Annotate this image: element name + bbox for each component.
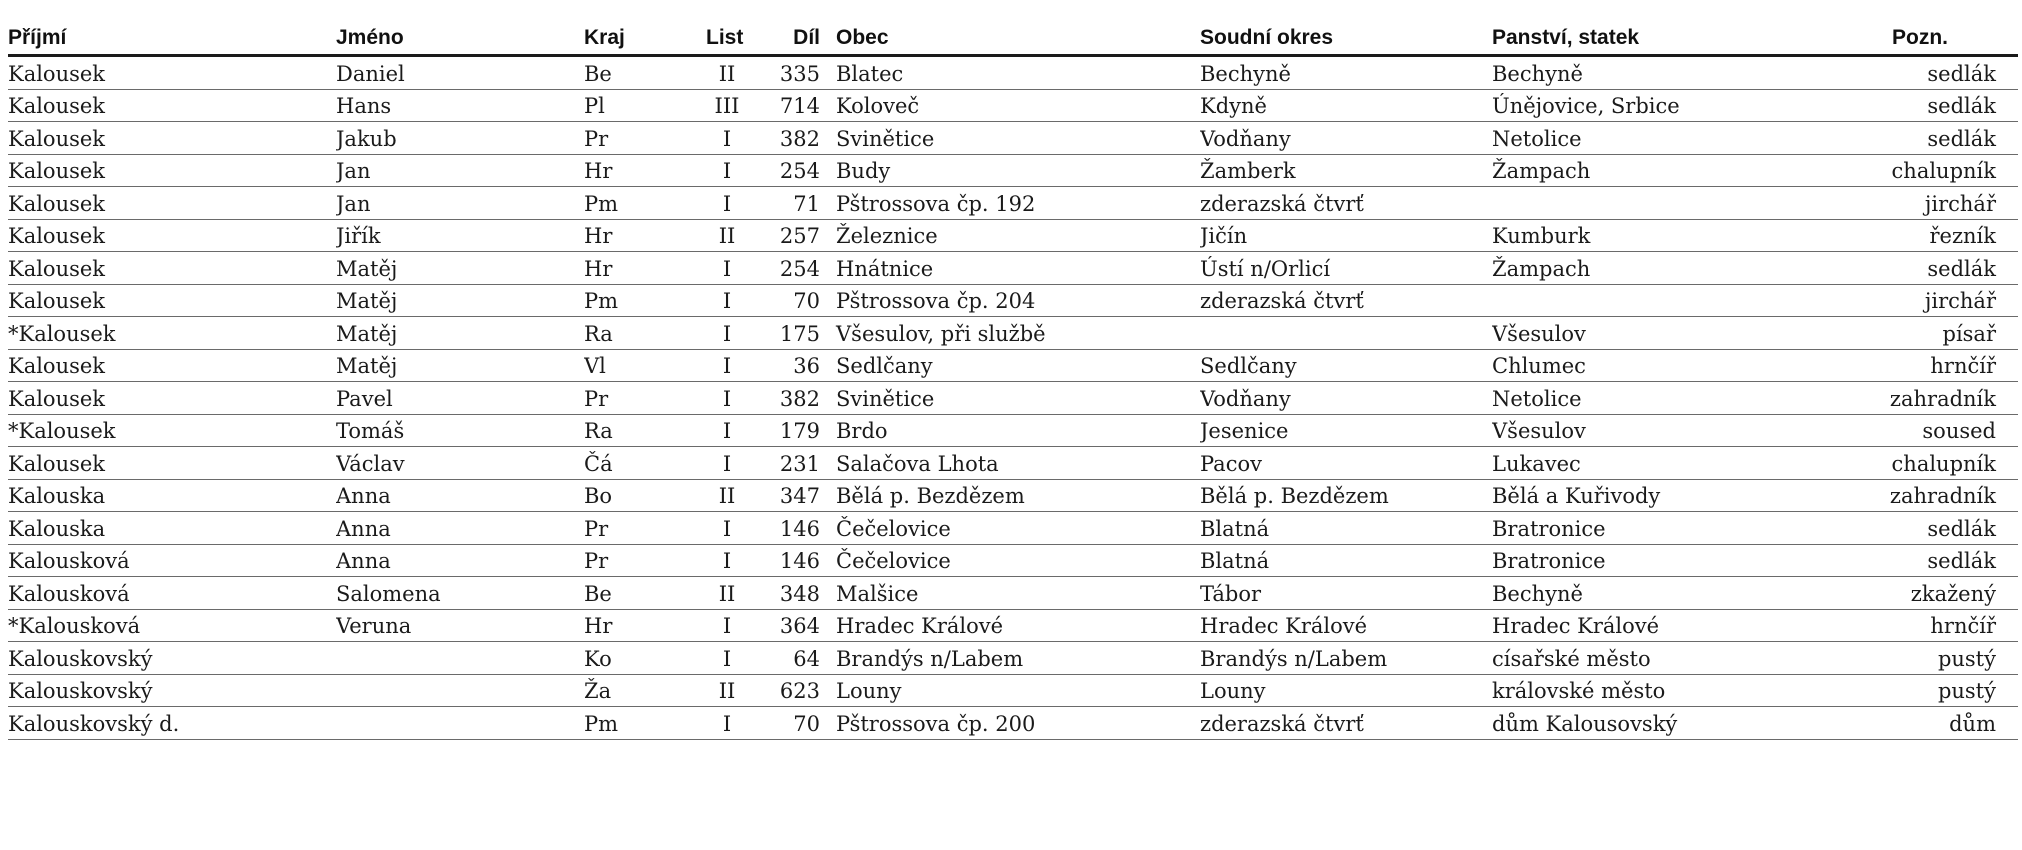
- cell-region: Pr: [584, 512, 692, 545]
- cell-region: Hr: [584, 252, 692, 285]
- cell-estate: Bratronice: [1492, 544, 1842, 577]
- cell-place: Hnátnice: [826, 252, 1200, 285]
- cell-surname: Kalousek: [8, 89, 336, 122]
- cell-place: Blatec: [826, 56, 1200, 90]
- cell-surname: Kalousek: [8, 219, 336, 252]
- cell-note: sedlák: [1842, 544, 2018, 577]
- cell-region: Ko: [584, 642, 692, 675]
- cell-district: Jičín: [1200, 219, 1492, 252]
- cell-list: II: [692, 479, 762, 512]
- cell-district: Bechyně: [1200, 56, 1492, 90]
- cell-part: 254: [762, 154, 826, 187]
- header-region: Kraj: [584, 26, 625, 49]
- cell-note: soused: [1842, 414, 2018, 447]
- cell-name: Václav: [336, 447, 584, 480]
- cell-district: Hradec Králové: [1200, 609, 1492, 642]
- cell-place: Pštrossova čp. 204: [826, 284, 1200, 317]
- table-body: [8, 56, 2018, 740]
- cell-note: dům: [1842, 707, 2018, 740]
- cell-name: Jan: [336, 187, 584, 220]
- cell-name: Matěj: [336, 349, 584, 382]
- cell-region: Ža: [584, 674, 692, 707]
- table-row: [8, 642, 2018, 675]
- cell-note: sedlák: [1842, 89, 2018, 122]
- cell-part: 64: [762, 642, 826, 675]
- cell-district: Louny: [1200, 674, 1492, 707]
- cell-surname: Kalousek: [8, 284, 336, 317]
- cell-district: Tábor: [1200, 577, 1492, 610]
- cell-district: zderazská čtvrť: [1200, 187, 1492, 220]
- table-row: [8, 512, 2018, 545]
- cell-part: 257: [762, 219, 826, 252]
- cell-region: Pm: [584, 284, 692, 317]
- cell-list: II: [692, 674, 762, 707]
- cell-part: 231: [762, 447, 826, 480]
- cell-name: Jiřík: [336, 219, 584, 252]
- cell-note: sedlák: [1842, 122, 2018, 155]
- cell-name: Salomena: [336, 577, 584, 610]
- cell-district: Blatná: [1200, 512, 1492, 545]
- cell-name: [336, 707, 584, 740]
- cell-district: Žamberk: [1200, 154, 1492, 187]
- cell-place: Všesulov, při službě: [826, 317, 1200, 350]
- cell-note: pustý: [1842, 642, 2018, 675]
- cell-region: Ra: [584, 414, 692, 447]
- cell-part: 36: [762, 349, 826, 382]
- cell-list: I: [692, 349, 762, 382]
- cell-estate: Žampach: [1492, 252, 1842, 285]
- cell-place: Louny: [826, 674, 1200, 707]
- cell-part: 70: [762, 707, 826, 740]
- header-district: Soudní okres: [1200, 26, 1334, 49]
- cell-name: Jakub: [336, 122, 584, 155]
- cell-estate: Bechyně: [1492, 577, 1842, 610]
- cell-part: 382: [762, 122, 826, 155]
- cell-estate: Hradec Králové: [1492, 609, 1842, 642]
- cell-region: Pm: [584, 187, 692, 220]
- cell-district: Kdyně: [1200, 89, 1492, 122]
- cell-region: Pm: [584, 707, 692, 740]
- table-row: [8, 707, 2018, 740]
- cell-list: II: [692, 577, 762, 610]
- cell-estate: Lukavec: [1492, 447, 1842, 480]
- cell-list: I: [692, 642, 762, 675]
- cell-district: Pacov: [1200, 447, 1492, 480]
- cell-place: Budy: [826, 154, 1200, 187]
- cell-name: Anna: [336, 512, 584, 545]
- cell-name: Matěj: [336, 317, 584, 350]
- cell-district: zderazská čtvrť: [1200, 707, 1492, 740]
- table-row: [8, 544, 2018, 577]
- header-surname: Příjmí: [8, 26, 67, 49]
- cell-list: I: [692, 382, 762, 415]
- cell-part: 70: [762, 284, 826, 317]
- table-row: [8, 284, 2018, 317]
- cell-estate: Kumburk: [1492, 219, 1842, 252]
- cell-name: [336, 642, 584, 675]
- cell-place: Čečelovice: [826, 512, 1200, 545]
- header-list: List: [706, 26, 744, 49]
- cell-list: I: [692, 317, 762, 350]
- cell-surname: Kalousek: [8, 154, 336, 187]
- cell-list: II: [692, 56, 762, 90]
- cell-estate: Všesulov: [1492, 317, 1842, 350]
- cell-place: Salačova Lhota: [826, 447, 1200, 480]
- cell-name: Matěj: [336, 252, 584, 285]
- cell-note: chalupník: [1842, 154, 2018, 187]
- cell-part: 179: [762, 414, 826, 447]
- table-row: [8, 609, 2018, 642]
- cell-note: jirchář: [1842, 187, 2018, 220]
- cell-surname: *Kalousková: [8, 609, 336, 642]
- cell-note: sedlák: [1842, 512, 2018, 545]
- cell-district: Jesenice: [1200, 414, 1492, 447]
- table-row: [8, 317, 2018, 350]
- cell-part: 714: [762, 89, 826, 122]
- cell-place: Pštrossova čp. 200: [826, 707, 1200, 740]
- cell-list: I: [692, 154, 762, 187]
- cell-surname: Kalousek: [8, 382, 336, 415]
- cell-region: Vl: [584, 349, 692, 382]
- cell-name: Anna: [336, 544, 584, 577]
- cell-region: Čá: [584, 447, 692, 480]
- cell-place: Brdo: [826, 414, 1200, 447]
- cell-list: I: [692, 187, 762, 220]
- cell-list: I: [692, 122, 762, 155]
- cell-surname: Kalousková: [8, 577, 336, 610]
- cell-place: Sedlčany: [826, 349, 1200, 382]
- cell-name: Matěj: [336, 284, 584, 317]
- header-part: Díl: [793, 26, 820, 49]
- header-note: Pozn.: [1892, 26, 1948, 49]
- cell-list: I: [692, 512, 762, 545]
- cell-estate: dům Kalousovský: [1492, 707, 1842, 740]
- cell-note: písař: [1842, 317, 2018, 350]
- cell-part: 71: [762, 187, 826, 220]
- cell-estate: Netolice: [1492, 382, 1842, 415]
- cell-surname: *Kalousek: [8, 414, 336, 447]
- table-row: [8, 154, 2018, 187]
- cell-surname: Kalousková: [8, 544, 336, 577]
- cell-note: hrnčíř: [1842, 349, 2018, 382]
- cell-name: Daniel: [336, 56, 584, 90]
- table-header: [8, 16, 2018, 56]
- cell-surname: *Kalousek: [8, 317, 336, 350]
- cell-region: Pr: [584, 382, 692, 415]
- cell-surname: Kalouskovský: [8, 642, 336, 675]
- cell-place: Brandýs n/Labem: [826, 642, 1200, 675]
- cell-note: zahradník: [1842, 479, 2018, 512]
- table-row: [8, 382, 2018, 415]
- cell-region: Be: [584, 577, 692, 610]
- cell-list: I: [692, 544, 762, 577]
- header-place: Obec: [836, 26, 889, 49]
- cell-place: Koloveč: [826, 89, 1200, 122]
- cell-part: 175: [762, 317, 826, 350]
- cell-place: Malšice: [826, 577, 1200, 610]
- cell-part: 623: [762, 674, 826, 707]
- cell-list: I: [692, 414, 762, 447]
- cell-part: 146: [762, 544, 826, 577]
- header-row: [8, 16, 2018, 56]
- cell-name: Tomáš: [336, 414, 584, 447]
- cell-estate: Bechyně: [1492, 56, 1842, 90]
- cell-part: 382: [762, 382, 826, 415]
- table-row: [8, 122, 2018, 155]
- cell-part: 335: [762, 56, 826, 90]
- cell-place: Svinětice: [826, 382, 1200, 415]
- cell-list: I: [692, 609, 762, 642]
- cell-district: zderazská čtvrť: [1200, 284, 1492, 317]
- cell-place: Bělá p. Bezdězem: [826, 479, 1200, 512]
- cell-region: Ra: [584, 317, 692, 350]
- table-row: [8, 577, 2018, 610]
- cell-note: sedlák: [1842, 56, 2018, 90]
- table-row: [8, 349, 2018, 382]
- cell-note: pustý: [1842, 674, 2018, 707]
- cell-part: 348: [762, 577, 826, 610]
- table-row: [8, 674, 2018, 707]
- cell-surname: Kalouska: [8, 512, 336, 545]
- cell-surname: Kalousek: [8, 187, 336, 220]
- register-table: [8, 16, 2018, 740]
- cell-place: Pštrossova čp. 192: [826, 187, 1200, 220]
- cell-note: zahradník: [1842, 382, 2018, 415]
- cell-list: III: [692, 89, 762, 122]
- cell-region: Pr: [584, 544, 692, 577]
- cell-surname: Kalouskovský d.: [8, 707, 336, 740]
- cell-estate: Bratronice: [1492, 512, 1842, 545]
- table-row: [8, 447, 2018, 480]
- cell-estate: královské město: [1492, 674, 1842, 707]
- table-row: [8, 187, 2018, 220]
- cell-note: zkažený: [1842, 577, 2018, 610]
- cell-region: Hr: [584, 154, 692, 187]
- table-row: [8, 219, 2018, 252]
- cell-list: I: [692, 447, 762, 480]
- cell-surname: Kalousek: [8, 252, 336, 285]
- cell-surname: Kalouska: [8, 479, 336, 512]
- cell-name: Hans: [336, 89, 584, 122]
- cell-district: Bělá p. Bezdězem: [1200, 479, 1492, 512]
- cell-region: Be: [584, 56, 692, 90]
- cell-district: Ústí n/Orlicí: [1200, 252, 1492, 285]
- cell-surname: Kalousek: [8, 349, 336, 382]
- cell-list: I: [692, 284, 762, 317]
- cell-district: [1200, 317, 1492, 350]
- cell-note: řezník: [1842, 219, 2018, 252]
- cell-estate: Únějovice, Srbice: [1492, 89, 1842, 122]
- cell-estate: Chlumec: [1492, 349, 1842, 382]
- cell-district: Blatná: [1200, 544, 1492, 577]
- table-row: [8, 414, 2018, 447]
- cell-estate: [1492, 284, 1842, 317]
- cell-list: I: [692, 252, 762, 285]
- cell-place: Svinětice: [826, 122, 1200, 155]
- header-estate: Panství, statek: [1492, 26, 1640, 49]
- cell-district: Sedlčany: [1200, 349, 1492, 382]
- cell-region: Hr: [584, 609, 692, 642]
- cell-part: 347: [762, 479, 826, 512]
- cell-estate: Žampach: [1492, 154, 1842, 187]
- header-name: Jméno: [336, 26, 404, 49]
- table-row: [8, 56, 2018, 90]
- cell-surname: Kalouskovský: [8, 674, 336, 707]
- cell-list: II: [692, 219, 762, 252]
- cell-estate: Netolice: [1492, 122, 1842, 155]
- cell-region: Bo: [584, 479, 692, 512]
- cell-district: Vodňany: [1200, 382, 1492, 415]
- cell-surname: Kalousek: [8, 56, 336, 90]
- table-row: [8, 89, 2018, 122]
- cell-estate: Bělá a Kuřivody: [1492, 479, 1842, 512]
- cell-surname: Kalousek: [8, 447, 336, 480]
- cell-part: 254: [762, 252, 826, 285]
- cell-part: 364: [762, 609, 826, 642]
- cell-name: Jan: [336, 154, 584, 187]
- table-row: [8, 479, 2018, 512]
- table-row: [8, 252, 2018, 285]
- cell-note: hrnčíř: [1842, 609, 2018, 642]
- cell-name: Pavel: [336, 382, 584, 415]
- cell-estate: císařské město: [1492, 642, 1842, 675]
- cell-district: Brandýs n/Labem: [1200, 642, 1492, 675]
- cell-note: jirchář: [1842, 284, 2018, 317]
- cell-note: sedlák: [1842, 252, 2018, 285]
- cell-place: Hradec Králové: [826, 609, 1200, 642]
- cell-name: Veruna: [336, 609, 584, 642]
- cell-region: Hr: [584, 219, 692, 252]
- cell-place: Železnice: [826, 219, 1200, 252]
- cell-region: Pl: [584, 89, 692, 122]
- cell-name: [336, 674, 584, 707]
- cell-note: chalupník: [1842, 447, 2018, 480]
- cell-list: I: [692, 707, 762, 740]
- cell-estate: Všesulov: [1492, 414, 1842, 447]
- cell-part: 146: [762, 512, 826, 545]
- cell-district: Vodňany: [1200, 122, 1492, 155]
- cell-name: Anna: [336, 479, 584, 512]
- cell-place: Čečelovice: [826, 544, 1200, 577]
- cell-region: Pr: [584, 122, 692, 155]
- cell-surname: Kalousek: [8, 122, 336, 155]
- cell-estate: [1492, 187, 1842, 220]
